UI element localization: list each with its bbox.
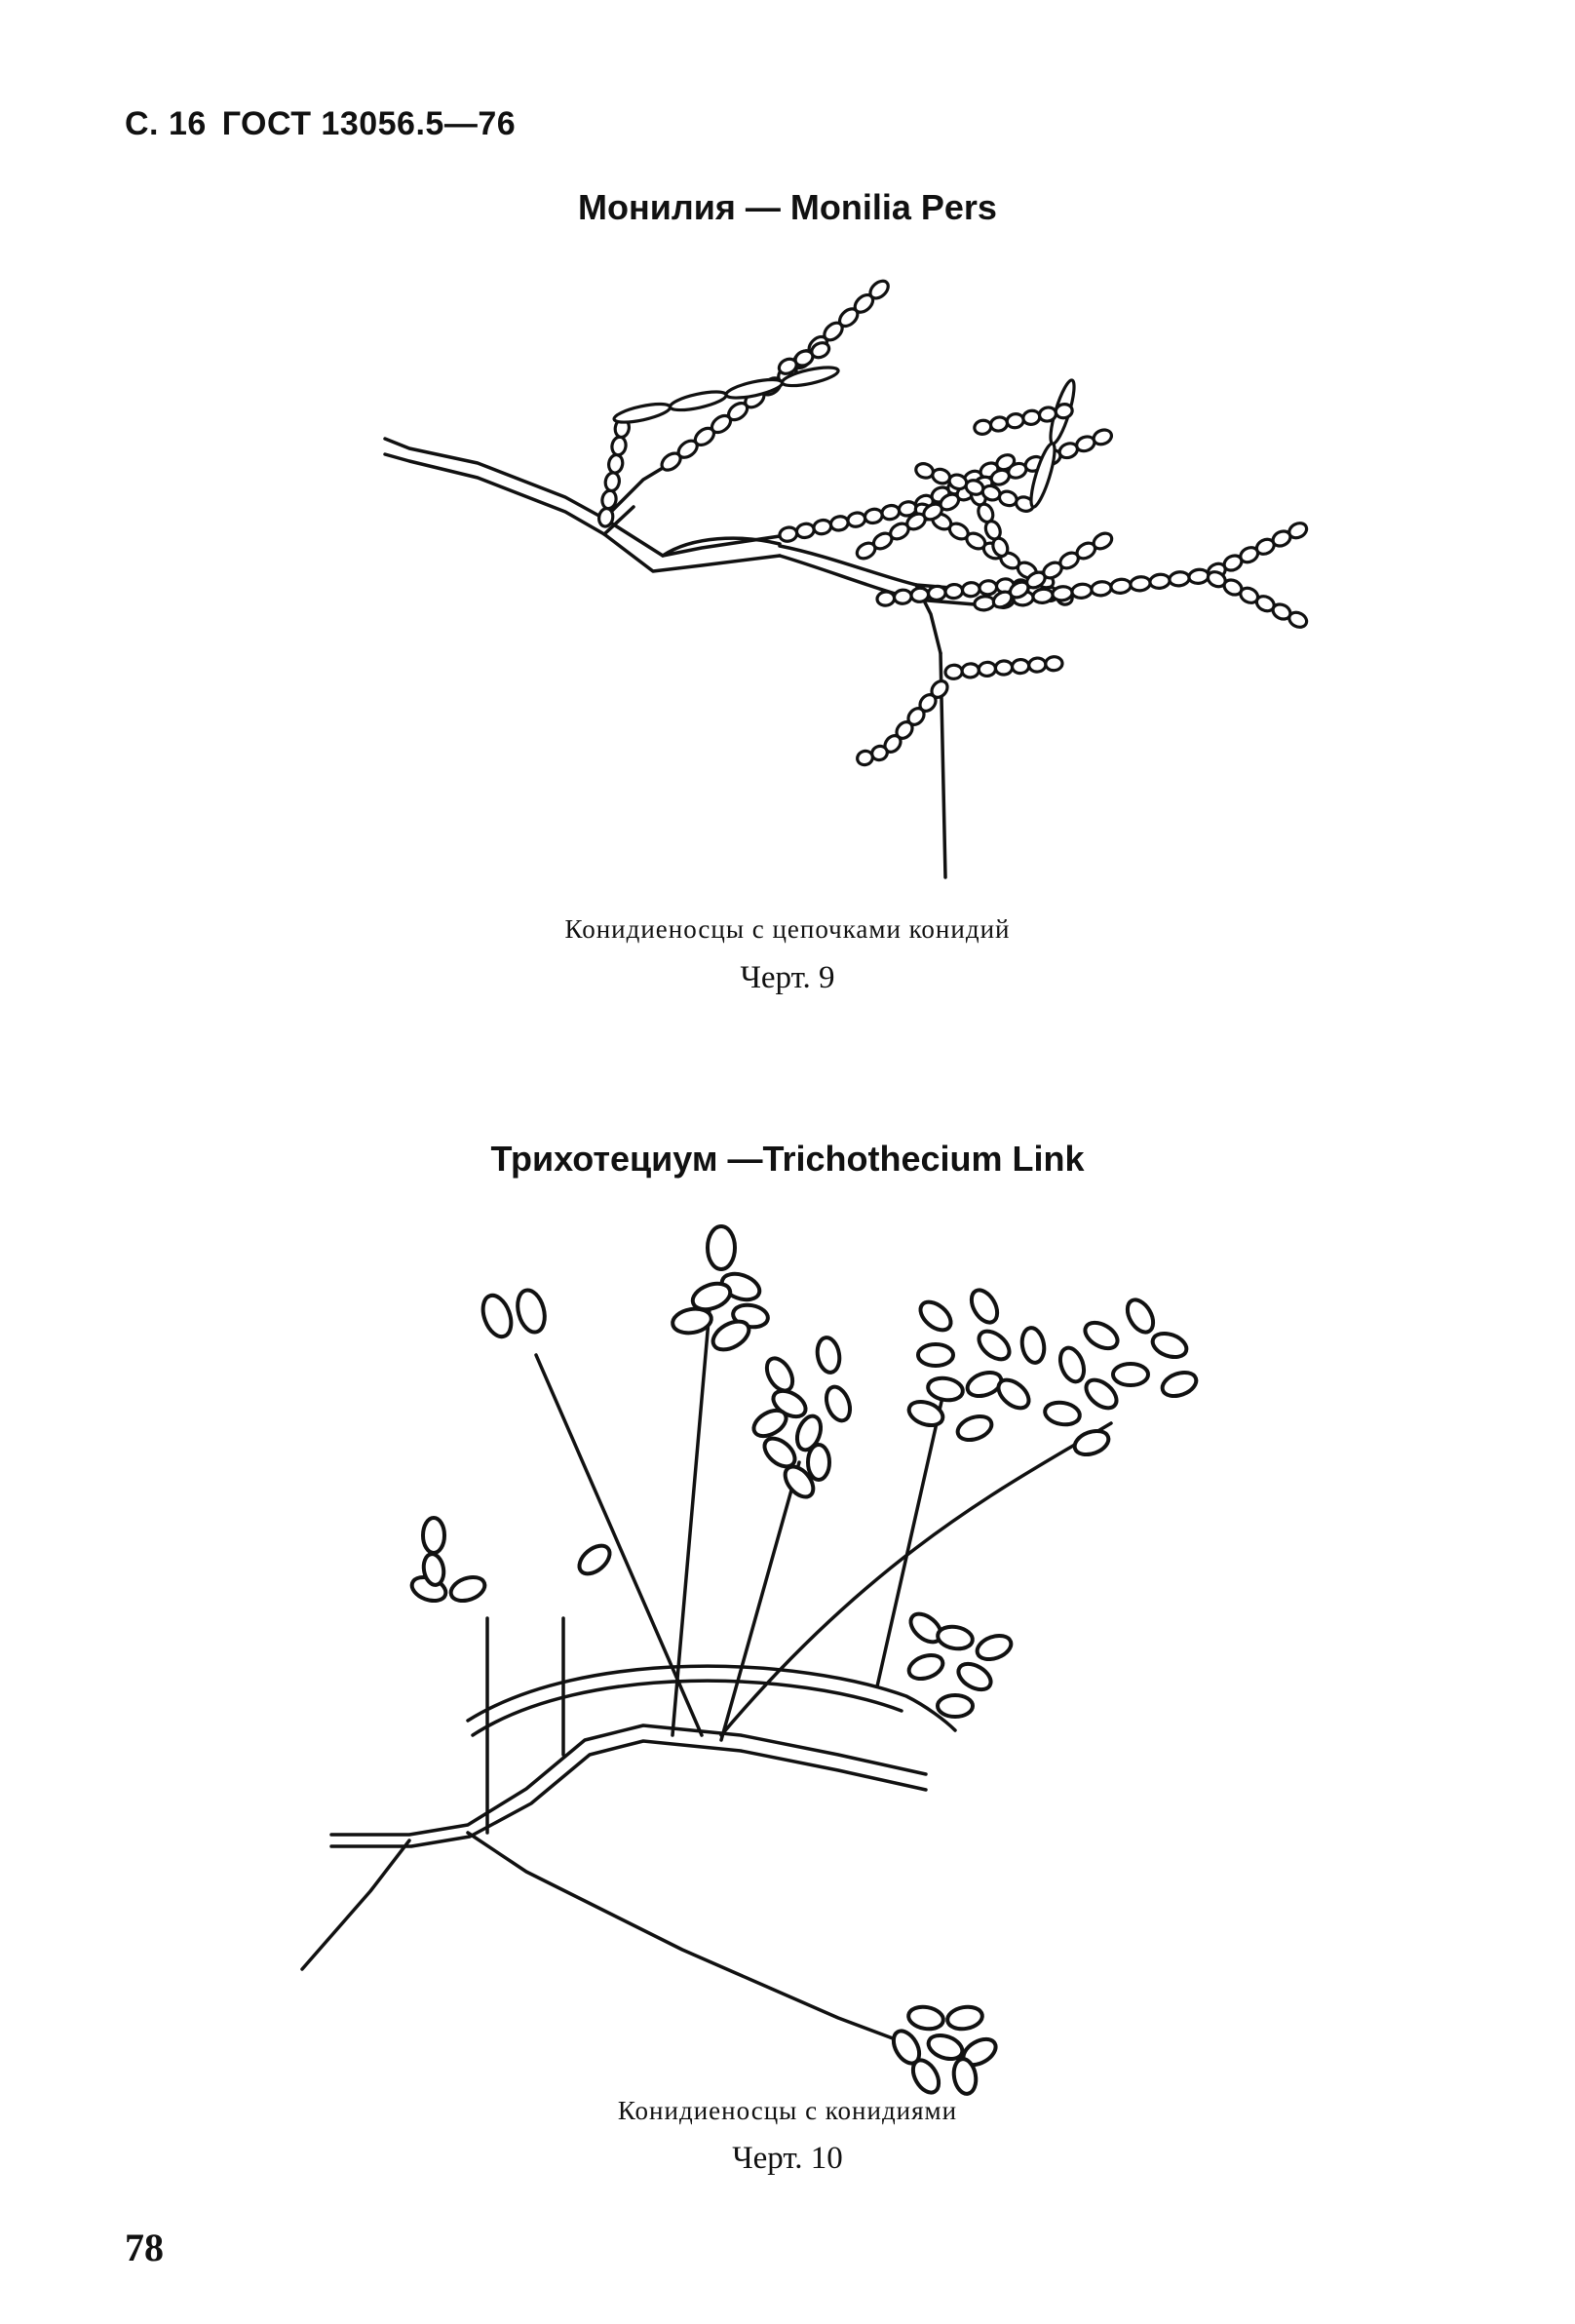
conidium xyxy=(944,665,962,679)
conidium xyxy=(795,523,815,539)
conidium xyxy=(1092,427,1114,446)
conidium xyxy=(905,1651,945,1684)
conidium xyxy=(966,1286,1002,1327)
conidium xyxy=(847,511,866,527)
conidium xyxy=(906,2004,944,2032)
conidium xyxy=(1022,409,1041,426)
page-prefix: С. 16 xyxy=(125,105,207,142)
conidium xyxy=(974,419,992,436)
conidium xyxy=(881,504,901,521)
conidium xyxy=(610,436,627,456)
conidium xyxy=(979,580,997,596)
conidium xyxy=(989,415,1008,432)
conidium xyxy=(514,1287,550,1335)
conidium xyxy=(926,1375,964,1403)
conidium xyxy=(761,1354,797,1395)
figure-10-title: Трихотециум —Trichothecium Link xyxy=(490,1139,1085,1179)
conidium xyxy=(962,663,980,678)
conidium xyxy=(815,1336,842,1374)
conidium xyxy=(1159,1369,1199,1401)
conidium xyxy=(1032,588,1054,603)
standard-number: ГОСТ 13056.5—76 xyxy=(221,105,517,142)
conidium xyxy=(1149,573,1171,589)
conidium xyxy=(604,472,621,492)
conidium xyxy=(876,591,895,606)
conidium xyxy=(936,1624,974,1651)
conidium xyxy=(669,388,727,413)
conidium xyxy=(478,1292,516,1340)
conidium xyxy=(1071,1427,1111,1459)
conidium xyxy=(995,660,1013,675)
conidium xyxy=(613,401,672,426)
conidium xyxy=(910,587,929,602)
conidium xyxy=(1071,583,1093,599)
figure-10-illustration xyxy=(331,1228,1325,2086)
conidium xyxy=(1006,412,1024,429)
conidium xyxy=(1012,659,1029,674)
conidium xyxy=(944,584,963,600)
conidium xyxy=(974,1632,1014,1664)
conidium xyxy=(928,586,946,601)
conidium xyxy=(938,1695,973,1717)
conidium xyxy=(447,1573,487,1606)
conidium xyxy=(945,2004,983,2032)
conidium xyxy=(974,596,995,611)
conidium xyxy=(1122,1296,1158,1336)
conidium xyxy=(954,1413,994,1445)
figure-10-caption: Конидиеносцы с конидиями xyxy=(617,2096,958,2125)
conidium xyxy=(864,508,883,524)
conidium xyxy=(1052,586,1073,601)
conidium xyxy=(808,1445,829,1480)
conidium xyxy=(607,453,624,474)
conidium xyxy=(954,1658,995,1694)
conidium xyxy=(779,525,798,542)
conidium xyxy=(823,1383,855,1423)
figure-9-number: Черт. 9 xyxy=(740,960,835,995)
conidium xyxy=(1045,656,1062,671)
conidium xyxy=(1026,442,1058,509)
conidium xyxy=(1169,571,1190,587)
conidium xyxy=(423,1518,444,1553)
conidium xyxy=(574,1540,615,1579)
conidium xyxy=(1056,1344,1089,1384)
figure-9-illustration xyxy=(370,263,1287,887)
conidium xyxy=(829,515,849,531)
conidium xyxy=(979,662,996,677)
figure-10-number: Черт. 10 xyxy=(732,2141,843,2176)
conidium xyxy=(894,589,912,604)
conidium xyxy=(1130,576,1151,592)
conidium xyxy=(1038,406,1056,422)
figure-9-caption: Конидиеносцы с цепочками конидий xyxy=(564,914,1011,944)
conidium xyxy=(1055,403,1073,419)
conidium xyxy=(1043,1400,1081,1427)
conidium xyxy=(915,1297,956,1336)
page-number: 78 xyxy=(125,2226,164,2269)
conidium xyxy=(708,1226,735,1269)
conidium xyxy=(1019,1326,1047,1364)
conidium xyxy=(1149,1330,1189,1362)
conidium xyxy=(856,749,874,766)
conidium xyxy=(1028,657,1046,672)
figure-9-title: Монилия — Monilia Pers xyxy=(578,187,997,227)
conidium xyxy=(918,1344,953,1366)
conidium xyxy=(1081,1317,1122,1353)
conidium xyxy=(813,519,832,535)
conidium xyxy=(1113,1364,1148,1385)
conidium xyxy=(1188,568,1210,584)
conidium xyxy=(974,1326,1015,1365)
page-header xyxy=(125,105,516,143)
conidium xyxy=(962,582,980,598)
conidium xyxy=(1110,578,1132,594)
conidium xyxy=(1091,581,1112,597)
